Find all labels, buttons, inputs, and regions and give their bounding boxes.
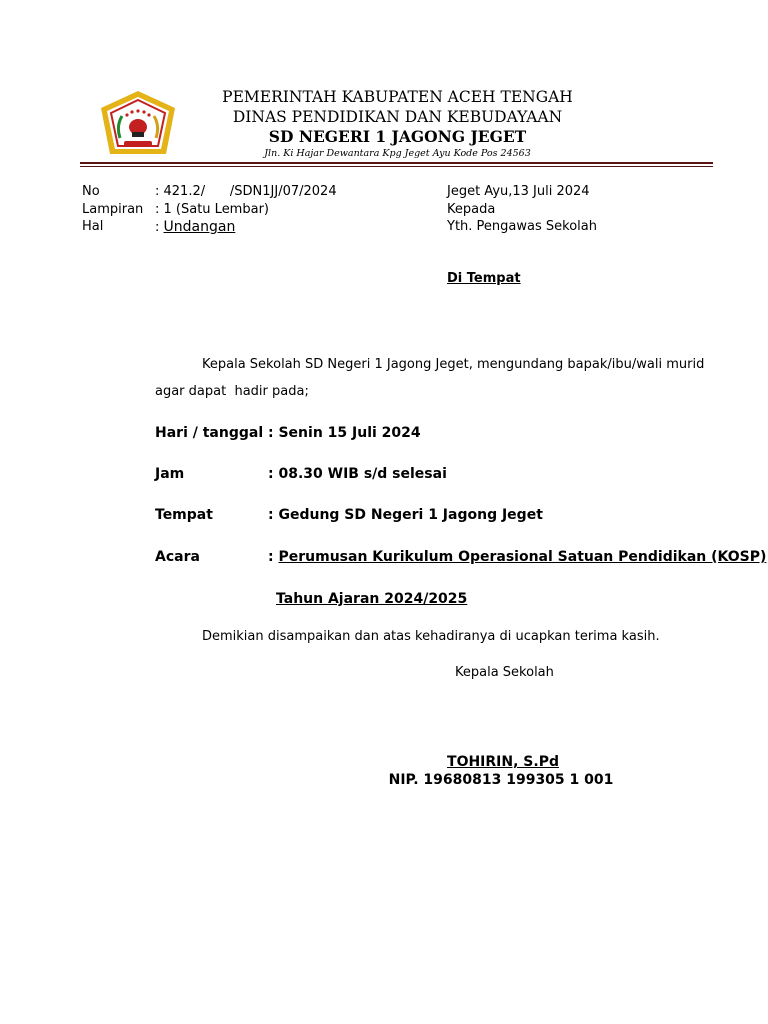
detail-label-acara: Acara: [155, 549, 200, 565]
detail-value-acara: : Perumusan Kurikulum Operasional Satuan Pendidikan (KOSP): [268, 549, 767, 565]
meta-no-value: : 421.2/ /SDN1JJ/07/2024: [155, 184, 337, 199]
signature-role: Kepala Sekolah: [455, 665, 554, 680]
signature-nip: NIP. 19680813 199305 1 001: [388, 772, 614, 788]
detail-value-hari: : Senin 15 Juli 2024: [268, 425, 421, 441]
letterhead-government: PEMERINTAH KABUPATEN ACEH TENGAH: [222, 88, 573, 106]
letterhead-department: DINAS PENDIDIKAN DAN KEBUDAYAAN: [232, 108, 563, 126]
detail-label-jam: Jam: [155, 466, 185, 482]
meta-no-label: No: [82, 184, 100, 199]
detail-label-tempat: Tempat: [155, 507, 213, 523]
detail-label-hari: Hari / tanggal: [155, 425, 264, 441]
meta-kepada: Kepada: [447, 202, 496, 217]
meta-di-tempat: Di Tempat: [447, 271, 521, 286]
body-closing: Demikian disampaikan dan atas kehadiranya di ucapkan terima kasih.: [202, 629, 660, 644]
body-intro-line1: Kepala Sekolah SD Negeri 1 Jagong Jeget, mengundang bapak/ibu/wali murid: [202, 357, 705, 372]
detail-value-tempat: : Gedung SD Negeri 1 Jagong Jeget: [268, 507, 543, 523]
letterhead-school-name: SD NEGERI 1 JAGONG JEGET: [268, 127, 527, 146]
letterhead-rule-thick: [80, 162, 713, 164]
letterhead-rule-thin: [80, 166, 713, 167]
meta-recipient: Yth. Pengawas Sekolah: [447, 219, 597, 234]
detail-value-jam: : 08.30 WIB s/d selesai: [268, 466, 447, 482]
meta-hal-value: : Undangan: [155, 219, 236, 235]
letterhead-address: Jln. Ki Hajar Dewantara Kpg Jeget Ayu Kode Pos 24563: [264, 148, 531, 159]
meta-lampiran-value: : 1 (Satu Lembar): [155, 202, 269, 217]
meta-hal-label: Hal: [82, 219, 104, 234]
meta-lampiran-label: Lampiran: [82, 202, 144, 217]
signature-name: TOHIRIN, S.Pd: [447, 754, 559, 770]
meta-place-date: Jeget Ayu,13 Juli 2024: [447, 184, 590, 199]
detail-value-acara-line2: Tahun Ajaran 2024/2025: [276, 591, 468, 607]
body-intro-line2: agar dapat hadir pada;: [155, 384, 309, 399]
